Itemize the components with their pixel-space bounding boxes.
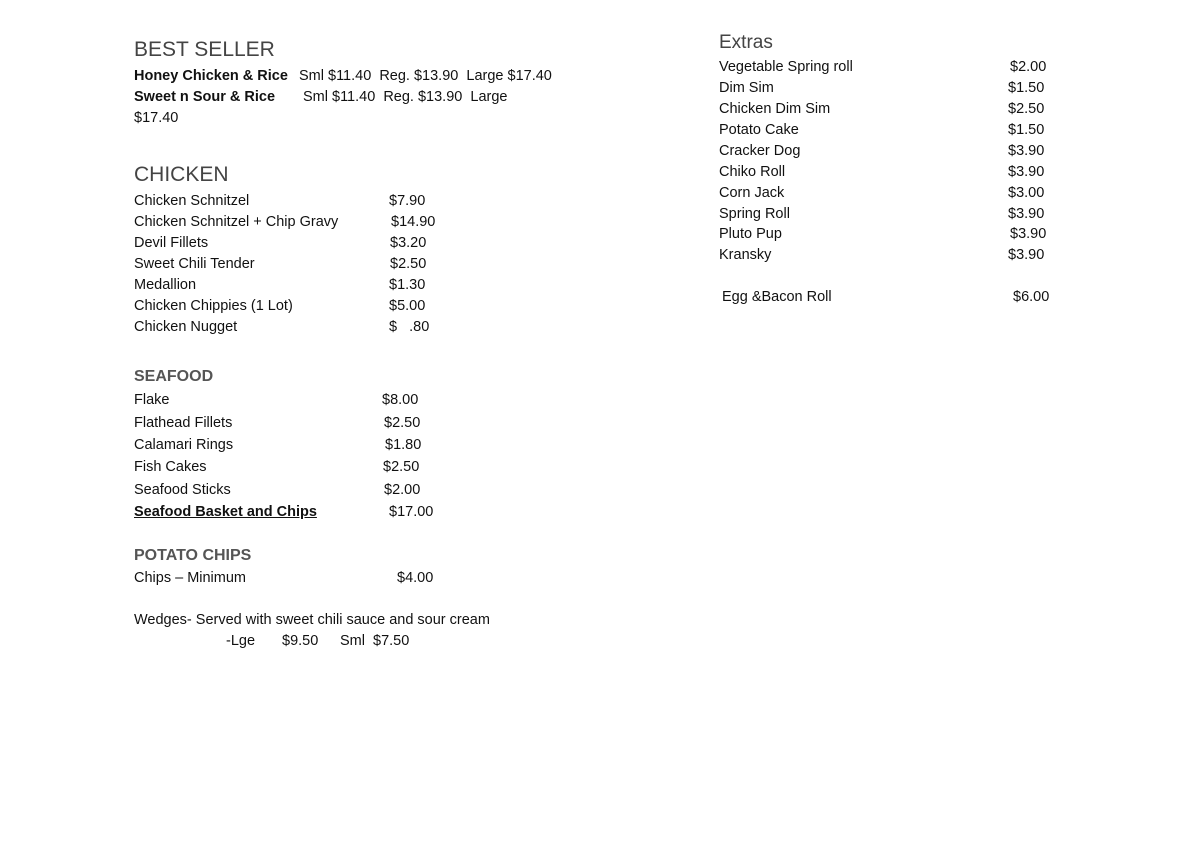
chicken-item-price: $14.90 (391, 214, 436, 230)
wedges-large-price: $9.50 (282, 633, 319, 649)
best-seller-item-name: Sweet n Sour & Rice (134, 89, 276, 105)
extras-item-price: $3.90 (1010, 226, 1047, 242)
best-seller-heading: BEST SELLER (134, 38, 275, 61)
best-seller-item-wrap-price: $17.40 (134, 110, 179, 126)
extras-item-name: Spring Roll (719, 206, 790, 222)
chicken-item-name: Chicken Chippies (1 Lot) (134, 298, 293, 314)
best-seller-item-prices: Sml $11.40 Reg. $13.90 Large $17.40 (299, 68, 552, 84)
chicken-item-name: Chicken Schnitzel (134, 193, 250, 209)
seafood-item-price: $8.00 (382, 392, 419, 408)
seafood-item-name: Flake (134, 392, 170, 408)
chicken-item-name: Chicken Nugget (134, 319, 238, 335)
extras-item-name: Kransky (719, 247, 772, 263)
seafood-item-name: Calamari Rings (134, 437, 234, 453)
seafood-item-name: Fish Cakes (134, 459, 207, 475)
chicken-item-price: $3.20 (390, 235, 427, 251)
extras-item-price: $2.00 (1010, 59, 1047, 75)
seafood-item-price: $2.00 (384, 482, 421, 498)
chicken-item-price: $1.30 (389, 277, 426, 293)
chicken-item-price: $7.90 (389, 193, 426, 209)
seafood-item-name: Seafood Sticks (134, 482, 231, 498)
potato-chips-heading: POTATO CHIPS (134, 547, 252, 564)
extras-item-name: Chiko Roll (719, 164, 786, 180)
extras-item-price: $3.90 (1008, 164, 1045, 180)
extras-item-name: Potato Cake (719, 122, 799, 138)
chicken-item-price: $2.50 (390, 256, 427, 272)
seafood-item-price: $17.00 (389, 504, 434, 520)
chicken-item-name: Sweet Chili Tender (134, 256, 255, 272)
wedges-small-price: Sml $7.50 (340, 633, 410, 649)
extras-item-name: Corn Jack (719, 185, 785, 201)
extras-item-price: $1.50 (1008, 122, 1045, 138)
wedges-description: Wedges- Served with sweet chili sauce and sour cream (134, 612, 490, 628)
egg-bacon-roll-name: Egg &Bacon Roll (722, 289, 832, 305)
best-seller-item-prices: Sml $11.40 Reg. $13.90 Large (303, 89, 508, 105)
extras-item-price: $3.00 (1008, 185, 1045, 201)
chicken-item-price: $ .80 (389, 319, 430, 335)
seafood-heading: SEAFOOD (134, 368, 214, 385)
chicken-item-name: Devil Fillets (134, 235, 209, 251)
extras-item-name: Dim Sim (719, 80, 774, 96)
extras-item-price: $2.50 (1008, 101, 1045, 117)
extras-item-price: $3.90 (1008, 143, 1045, 159)
egg-bacon-roll-price: $6.00 (1013, 289, 1050, 305)
chicken-item-price: $5.00 (389, 298, 426, 314)
potato-chips-item-name: Chips – Minimum (134, 570, 246, 586)
seafood-item-name: Flathead Fillets (134, 415, 233, 431)
extras-item-price: $3.90 (1008, 247, 1045, 263)
extras-item-name: Pluto Pup (719, 226, 782, 242)
extras-item-price: $3.90 (1008, 206, 1045, 222)
seafood-item-price: $2.50 (384, 415, 421, 431)
seafood-item-price: $1.80 (385, 437, 422, 453)
extras-heading: Extras (719, 32, 773, 53)
chicken-heading: CHICKEN (134, 163, 229, 186)
extras-item-name: Cracker Dog (719, 143, 801, 159)
best-seller-item-name: Honey Chicken & Rice (134, 68, 288, 84)
chicken-item-name: Medallion (134, 277, 197, 293)
seafood-item-price: $2.50 (383, 459, 420, 475)
potato-chips-item-price: $4.00 (397, 570, 434, 586)
chicken-item-name: Chicken Schnitzel + Chip Gravy (134, 214, 339, 230)
extras-item-name: Vegetable Spring roll (719, 59, 853, 75)
extras-item-price: $1.50 (1008, 80, 1045, 96)
extras-item-name: Chicken Dim Sim (719, 101, 831, 117)
wedges-large-label: -Lge (226, 633, 256, 649)
seafood-basket-name: Seafood Basket and Chips (134, 504, 317, 520)
